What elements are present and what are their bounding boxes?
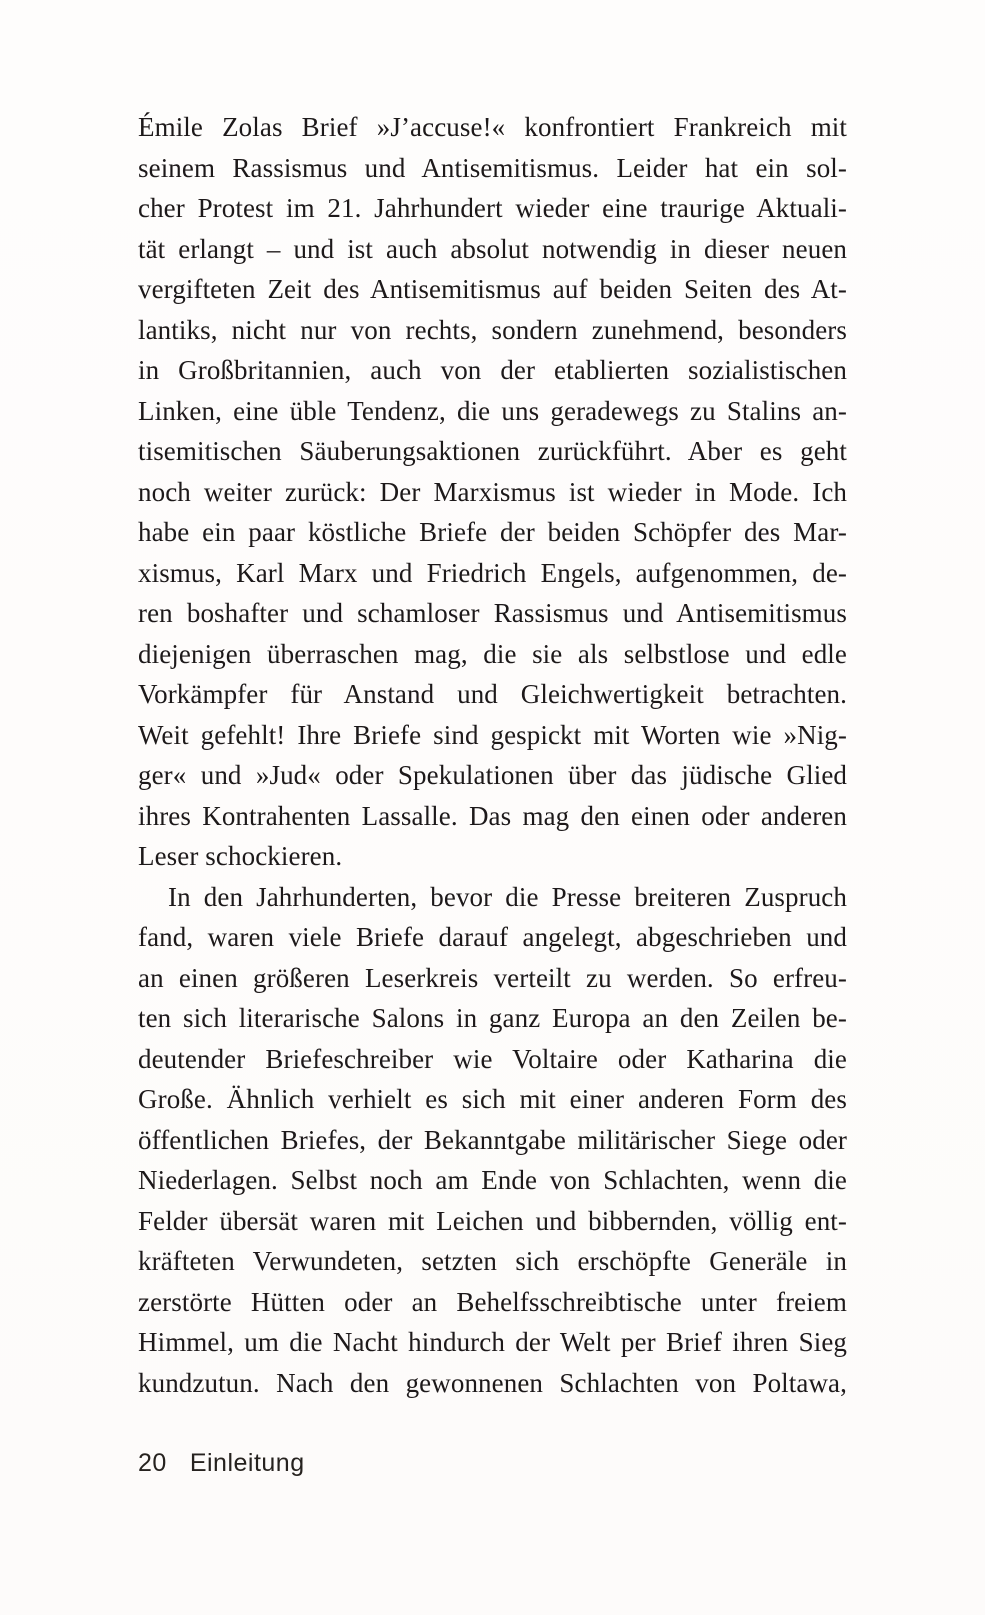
text-line: zerstörte Hütten oder an Behelfsschreibtische unter freiem [138,1286,847,1317]
text-line: ihres Kontrahenten Lassalle. Das mag den einen oder anderen [138,800,847,831]
page-number: 20 [138,1449,167,1477]
text-line: Weit gefehlt! Ihre Briefe sind gespickt mit Worten wie »Nig- [138,719,847,750]
text-line: ren boshafter und schamloser Rassismus und Antisemitismus [138,598,847,628]
text-line-paragraph-end: Leser schockieren. [138,841,343,871]
text-line: kundzutun. Nach den gewonnenen Schlachten von Poltawa, [138,1367,847,1398]
text-line: öffentlichen Briefes, der Bekanntgabe militärischer Siege oder [138,1124,847,1155]
text-line: diejenigen überraschen mag, die sie als selbstlose und edle [138,638,847,669]
text-line: ten sich literarische Salons in ganz Europa an den Zeilen be- [138,1003,847,1033]
text-line: Himmel, um die Nacht hindurch der Welt per Brief ihren Sieg [138,1327,847,1357]
text-line: Linken, eine üble Tendenz, die uns geradewegs zu Stalins an- [138,395,847,426]
text-line: xismus, Karl Marx und Friedrich Engels, aufgenommen, de- [138,557,847,588]
text-line: Niederlagen. Selbst noch am Ende von Schlachten, wenn die [138,1165,847,1195]
text-line: an einen größeren Leserkreis verteilt zu werden. So erfreu- [138,962,847,993]
page-footer [138,1449,305,1478]
text-line: Große. Ähnlich verhielt es sich mit einer anderen Form des [138,1084,847,1114]
running-chapter-title: Einleitung [189,1449,305,1477]
text-line: tät erlangt – und ist auch absolut notwendig in dieser neuen [138,233,847,264]
text-line: Vorkämpfer für Anstand und Gleichwertigkeit betrachten. [138,679,847,709]
text-line: Émile Zolas Brief »J’accuse!« konfrontiert Frankreich mit [138,112,847,142]
text-line: fand, waren viele Briefe darauf angelegt, abgeschrieben und [138,922,847,952]
text-line: in Großbritannien, auch von der etablierten sozialistischen [138,355,847,385]
text-line: lantiks, nicht nur von rechts, sondern zunehmend, besonders [138,314,847,345]
text-line: cher Protest im 21. Jahrhundert wieder eine traurige Aktuali- [138,193,847,223]
text-line: deutender Briefeschreiber wie Voltaire oder Katharina die [138,1043,847,1074]
text-line: seinem Rassismus und Antisemitismus. Leider hat ein sol- [138,152,847,183]
body-text [138,107,847,1403]
text-line: tisemitischen Säuberungsaktionen zurückführt. Aber es geht [138,436,847,466]
text-line: noch weiter zurück: Der Marxismus ist wieder in Mode. Ich [138,476,847,507]
text-line: kräfteten Verwundeten, setzten sich erschöpfte Generäle in [138,1246,847,1276]
text-line: Felder übersät waren mit Leichen und bibbernden, völlig ent- [138,1205,847,1236]
text-line: habe ein paar köstliche Briefe der beiden Schöpfer des Mar- [138,517,847,547]
text-line: vergifteten Zeit des Antisemitismus auf beiden Seiten des At- [138,274,847,304]
text-line: ger« und »Jud« oder Spekulationen über das jüdische Glied [138,760,847,790]
text-line-paragraph-start: In den Jahrhunderten, bevor die Presse breiteren Zuspruch [168,881,847,912]
